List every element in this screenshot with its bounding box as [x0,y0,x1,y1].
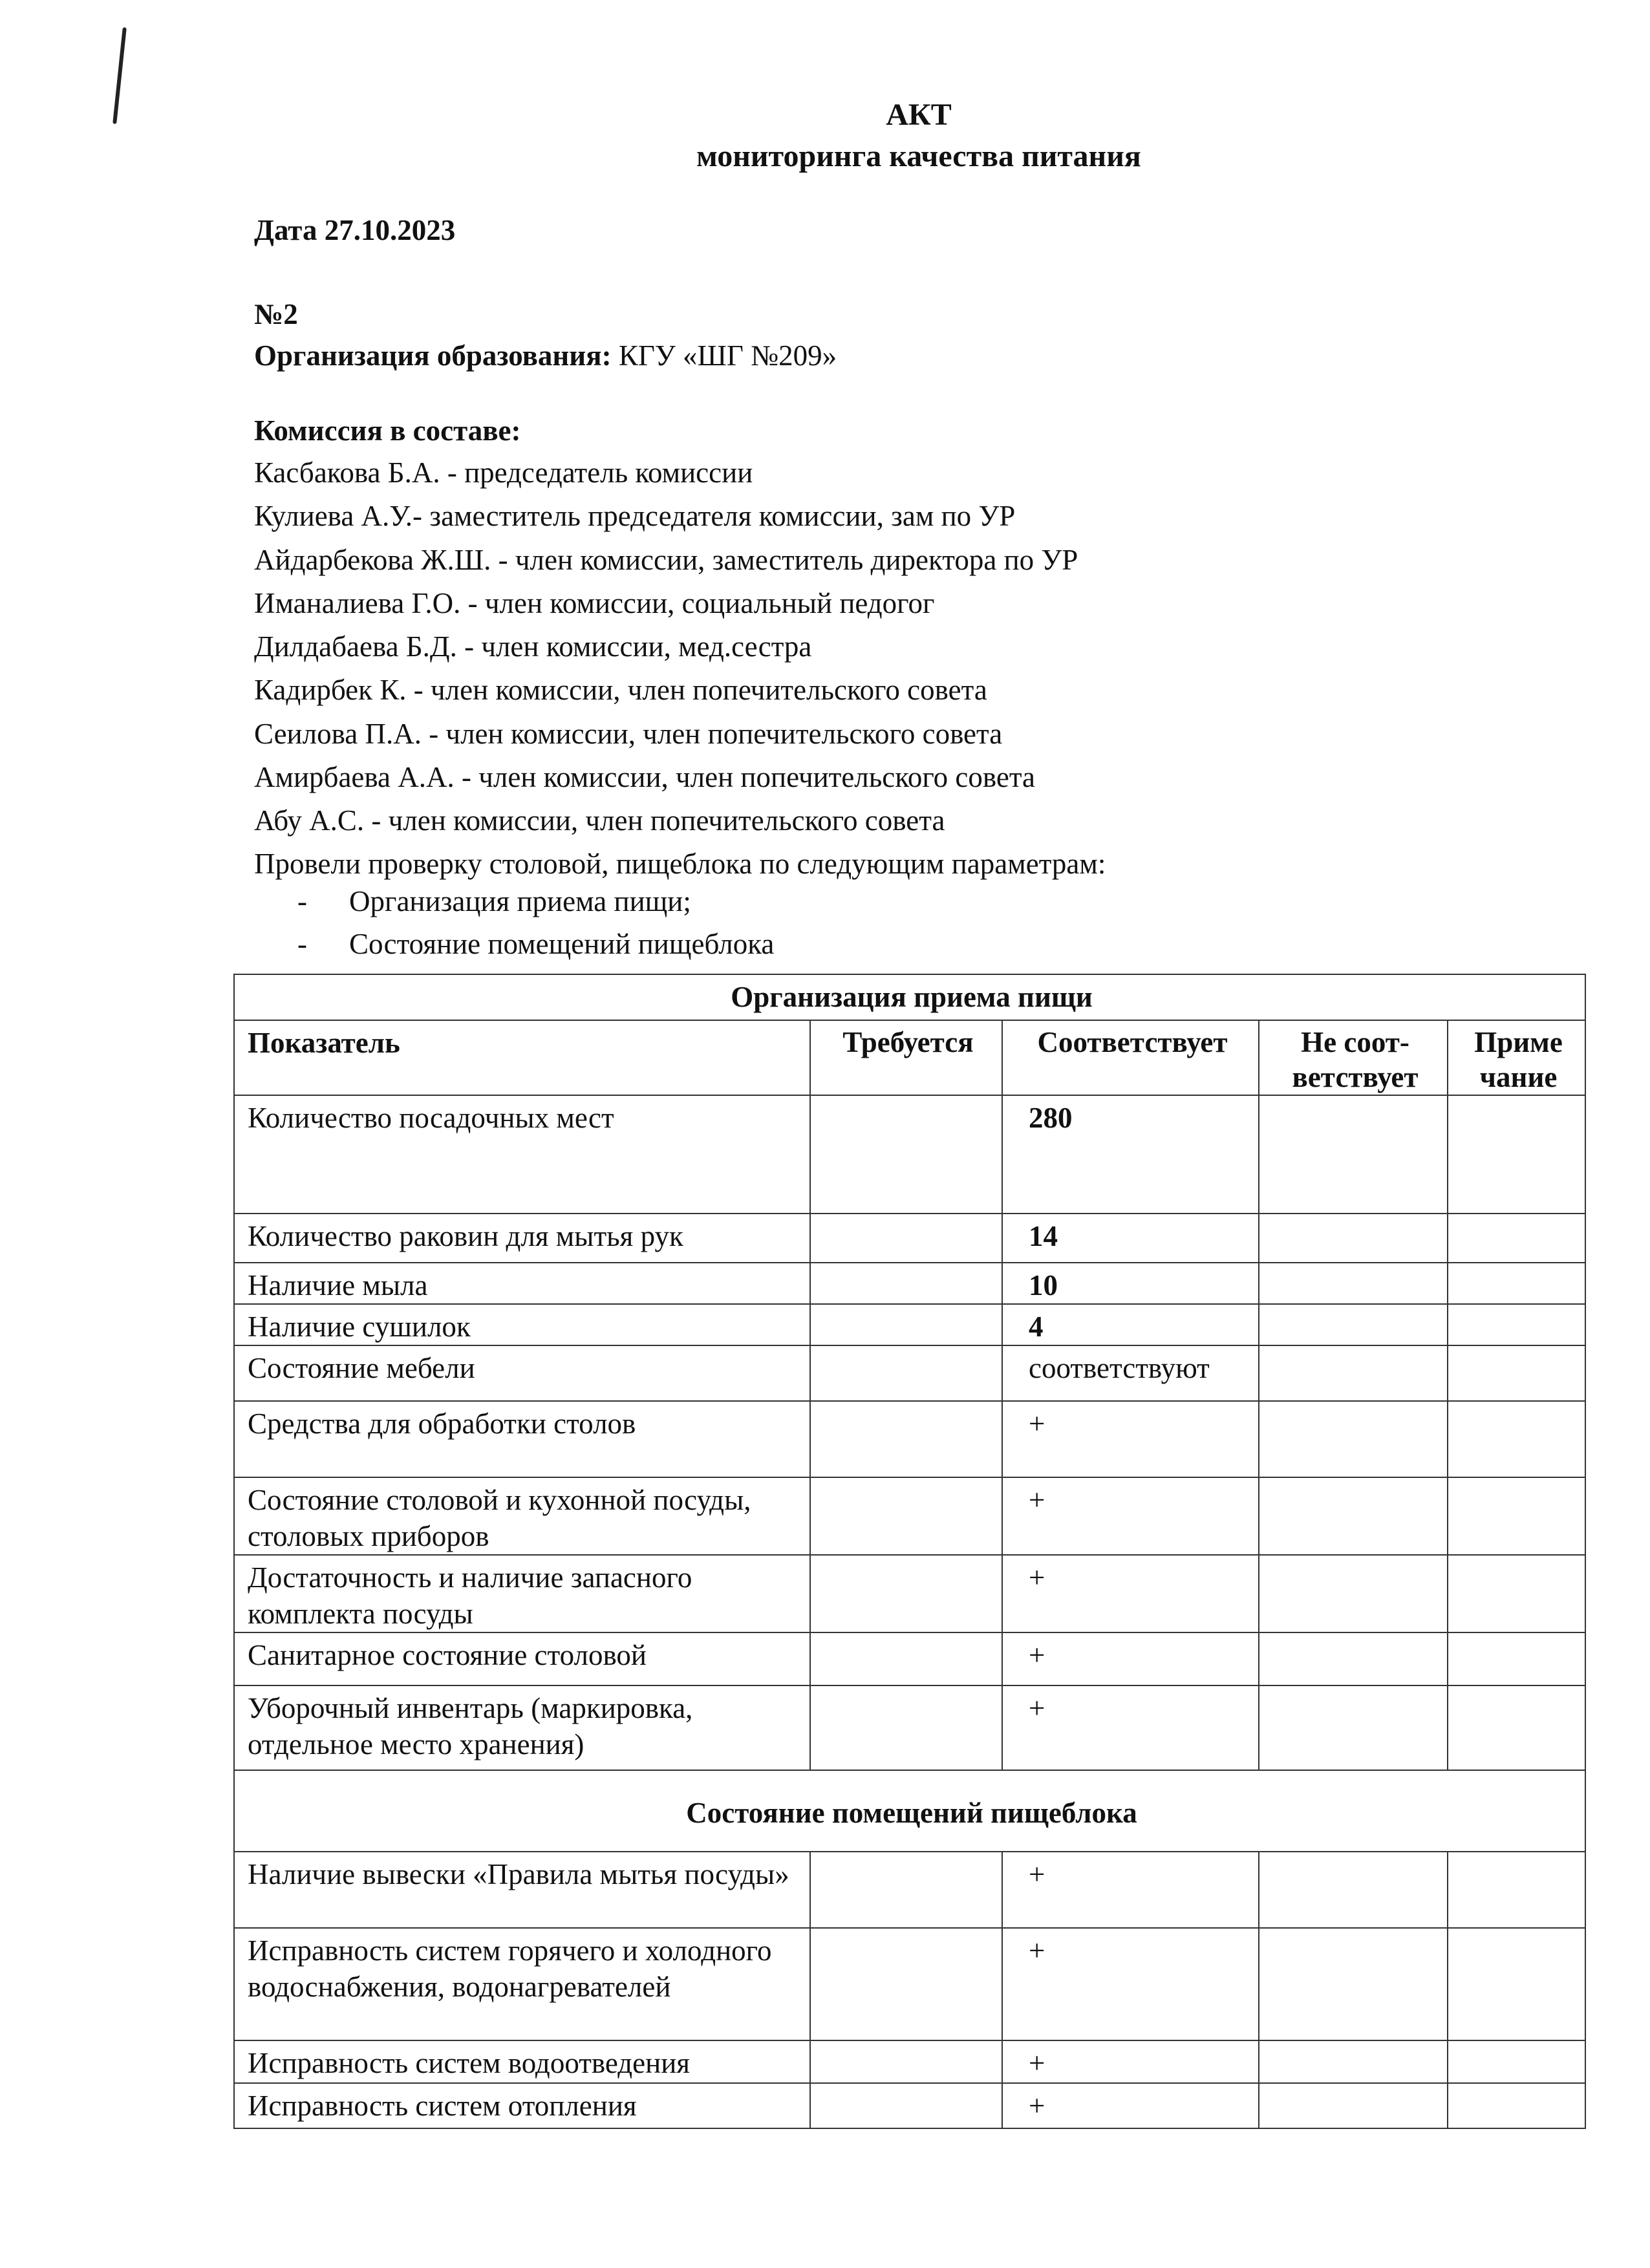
cell-required [810,1095,1002,1214]
cell-not-complies [1259,1852,1448,1928]
cell-required [810,1685,1002,1770]
table-row [234,1401,1585,1477]
section-title: Организация приема пищи [234,974,1585,1020]
table-row [234,2040,1585,2083]
member-line: Касбакова Б.А. - председатель комиссии [254,456,753,489]
header-complies: Соответствует [1002,1020,1259,1095]
list-item-text: Состояние помещений пищеблока [349,928,775,960]
cell-note [1448,1095,1585,1214]
row-indicator: Количество раковин для мытья рук [234,1214,810,1263]
organization-label: Организация образования: [254,339,612,372]
header-text: ветствует [1292,1061,1419,1093]
cell-note [1448,1345,1585,1401]
member-line: Кадирбек К. - член комиссии, член попечительского совета [254,674,987,706]
header-note [1448,1020,1585,1095]
cell-complies: + [1002,2083,1259,2128]
cell-note [1448,1555,1585,1632]
cell-note [1448,1685,1585,1770]
cell-note [1448,1928,1585,2040]
cell-required [810,1928,1002,2040]
row-indicator: Состояние мебели [234,1345,810,1401]
table-row [234,1852,1585,1928]
header-indicator: Показатель [234,1020,810,1095]
cell-required [810,1345,1002,1401]
cell-complies: + [1002,1928,1259,2040]
table-row [234,1345,1585,1401]
row-indicator: Исправность систем отопления [234,2083,810,2128]
column-header-row [234,1020,1585,1095]
header-text: Не соот- [1301,1026,1409,1058]
cell-required [810,1401,1002,1477]
cell-note [1448,1477,1585,1555]
table-row [234,1928,1585,2040]
cell-note [1448,2083,1585,2128]
member-line: Иманалиева Г.О. - член комиссии, социальный педогог [254,587,935,619]
monitoring-table [233,974,1586,2129]
cell-complies: + [1002,1477,1259,1555]
cell-required [810,2083,1002,2128]
cell-required [810,1477,1002,1555]
cell-complies: + [1002,1401,1259,1477]
member-line: Абу А.С. - член комиссии, член попечительского совета [254,804,945,837]
cell-not-complies [1259,2083,1448,2128]
cell-required [810,1852,1002,1928]
member-line: Айдарбекова Ж.Ш. - член комиссии, заместитель директора по УР [254,544,1078,576]
table-row [234,2083,1585,2128]
section-title: Состояние помещений пищеблока [234,1770,1585,1852]
table-row [234,1263,1585,1304]
document-title: АКТ [886,98,952,132]
row-indicator: Исправность систем горячего и холодного водоснабжения, водонагревателей [234,1928,810,2040]
cell-required [810,1304,1002,1345]
cell-not-complies [1259,1214,1448,1263]
header-required: Требуется [810,1020,1002,1095]
table-row [234,1685,1585,1770]
member-line: Кулиева А.У.- заместитель председателя комиссии, зам по УР [254,500,1016,532]
cell-not-complies [1259,1685,1448,1770]
dash-bullet: - [297,928,307,960]
row-indicator: Уборочный инвентарь (маркировка, отдельное место хранения) [234,1685,810,1770]
cell-complies: + [1002,1685,1259,1770]
cell-note [1448,2040,1585,2083]
cell-note [1448,1852,1585,1928]
row-indicator: Состояние столовой и кухонной посуды, столовых приборов [234,1477,810,1555]
cell-required [810,1632,1002,1685]
row-indicator: Количество посадочных мест [234,1095,810,1214]
intro-line: Провели проверку столовой, пищеблока по следующим параметрам: [254,848,1106,880]
table-row [234,1095,1585,1214]
list-item-text: Организация приема пищи; [349,885,691,917]
cell-not-complies [1259,1095,1448,1214]
row-indicator: Достаточность и наличие запасного комплекта посуды [234,1555,810,1632]
table-row [234,1477,1585,1555]
header-text: Приме [1474,1026,1563,1058]
cell-complies: 14 [1002,1214,1259,1263]
row-indicator: Наличие мыла [234,1263,810,1304]
cell-required [810,1214,1002,1263]
cell-not-complies [1259,1928,1448,2040]
table-row [234,1304,1585,1345]
cell-not-complies [1259,1304,1448,1345]
cell-not-complies [1259,1632,1448,1685]
member-line: Амирбаева А.А. - член комиссии, член попечительского совета [254,761,1036,793]
cell-note [1448,1401,1585,1477]
cell-complies: 4 [1002,1304,1259,1345]
organization-line [254,339,837,372]
organization-value: КГУ «ШГ №209» [611,339,837,372]
cell-required [810,1263,1002,1304]
cell-not-complies [1259,1555,1448,1632]
cell-complies: + [1002,2040,1259,2083]
act-number: №2 [254,298,298,330]
row-indicator: Исправность систем водоотведения [234,2040,810,2083]
row-indicator: Средства для обработки столов [234,1401,810,1477]
cell-complies: 10 [1002,1263,1259,1304]
section-header-row [234,1770,1585,1852]
cell-complies: соответствуют [1002,1345,1259,1401]
table-row [234,1214,1585,1263]
header-not-complies [1259,1020,1448,1095]
cell-complies: + [1002,1555,1259,1632]
member-line: Дилдабаева Б.Д. - член комиссии, мед.сестра [254,630,812,663]
row-indicator: Наличие сушилок [234,1304,810,1345]
dash-bullet: - [297,885,307,917]
cell-complies: 280 [1002,1095,1259,1214]
cell-complies: + [1002,1852,1259,1928]
row-indicator: Санитарное состояние столовой [234,1632,810,1685]
cell-required [810,2040,1002,2083]
cell-not-complies [1259,1345,1448,1401]
cell-not-complies [1259,1477,1448,1555]
cell-not-complies [1259,1263,1448,1304]
cell-note [1448,1214,1585,1263]
cell-complies: + [1002,1632,1259,1685]
cell-note [1448,1304,1585,1345]
table-row [234,1632,1585,1685]
cell-required [810,1555,1002,1632]
section-header-row [234,974,1585,1020]
cell-not-complies [1259,1401,1448,1477]
table-row [234,1555,1585,1632]
cell-not-complies [1259,2040,1448,2083]
date-line: Дата 27.10.2023 [254,214,456,246]
document-subtitle: мониторинга качества питания [696,139,1141,173]
cell-note [1448,1632,1585,1685]
commission-heading: Комиссия в составе: [254,414,521,447]
row-indicator: Наличие вывески «Правила мытья посуды» [234,1852,810,1928]
cell-note [1448,1263,1585,1304]
header-text: чание [1479,1061,1558,1093]
member-line: Сеилова П.А. - член комиссии, член попечительского совета [254,718,1003,750]
